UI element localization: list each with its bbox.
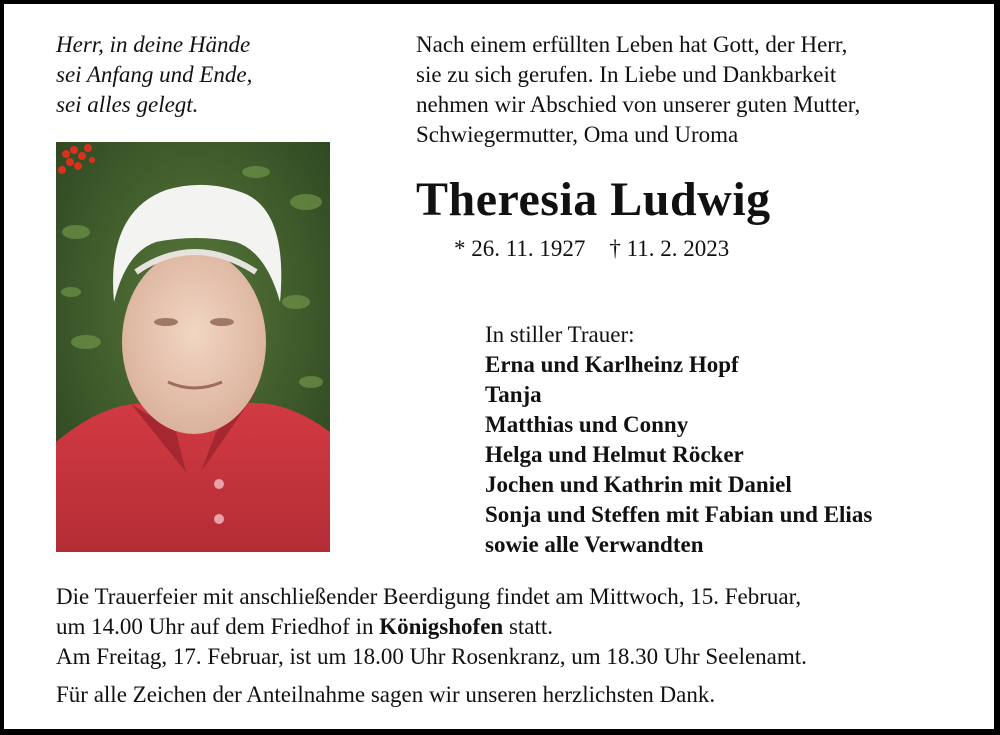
mourner-item: Erna und Karlheinz Hopf: [485, 352, 739, 377]
bible-verse: [56, 30, 252, 120]
intro-line: nehmen wir Abschied von unserer guten Mutter,: [416, 92, 861, 117]
thanks-line: Für alle Zeichen der Anteilnahme sagen wir unseren herzlichsten Dank.: [56, 682, 716, 707]
service-text: statt.: [503, 614, 554, 639]
mourners-list: [485, 320, 872, 560]
mourners-heading: In stiller Trauer:: [485, 322, 635, 347]
service-line: [56, 612, 807, 642]
intro-line: sie zu sich gerufen. In Liebe und Dankbarkeit: [416, 62, 837, 87]
service-text: um 14.00 Uhr auf dem Friedhof in: [56, 614, 380, 639]
obituary-notice: [4, 4, 994, 729]
mourner-item: Tanja: [485, 382, 542, 407]
intro-text: [416, 30, 860, 150]
funeral-service-info: [56, 582, 807, 672]
deceased-name: Theresia Ludwig: [416, 173, 771, 226]
verse-line: sei Anfang und Ende,: [56, 62, 253, 87]
cemetery-location: Königshofen: [379, 614, 504, 639]
portrait-photo: [56, 142, 330, 552]
mourner-item: sowie alle Verwandten: [485, 532, 704, 557]
mourner-item: Sonja und Steffen mit Fabian und Elias: [485, 502, 873, 527]
verse-line: sei alles gelegt.: [56, 92, 199, 117]
birth-date: * 26. 11. 1927: [454, 236, 586, 261]
intro-line: Schwiegermutter, Oma und Uroma: [416, 122, 739, 147]
life-dates: [454, 234, 729, 264]
death-date: † 11. 2. 2023: [609, 236, 730, 261]
mourner-item: Matthias und Conny: [485, 412, 689, 437]
portrait-image: [56, 142, 330, 552]
verse-line: Herr, in deine Hände: [56, 32, 251, 57]
mourner-item: Helga und Helmut Röcker: [485, 442, 744, 467]
service-line: Die Trauerfeier mit anschließender Beerdigung findet am Mittwoch, 15. Februar,: [56, 584, 802, 609]
mourner-item: Jochen und Kathrin mit Daniel: [485, 472, 792, 497]
intro-line: Nach einem erfüllten Leben hat Gott, der Herr,: [416, 32, 848, 57]
service-line: Am Freitag, 17. Februar, ist um 18.00 Uhr Rosenkranz, um 18.30 Uhr Seelenamt.: [56, 644, 807, 669]
